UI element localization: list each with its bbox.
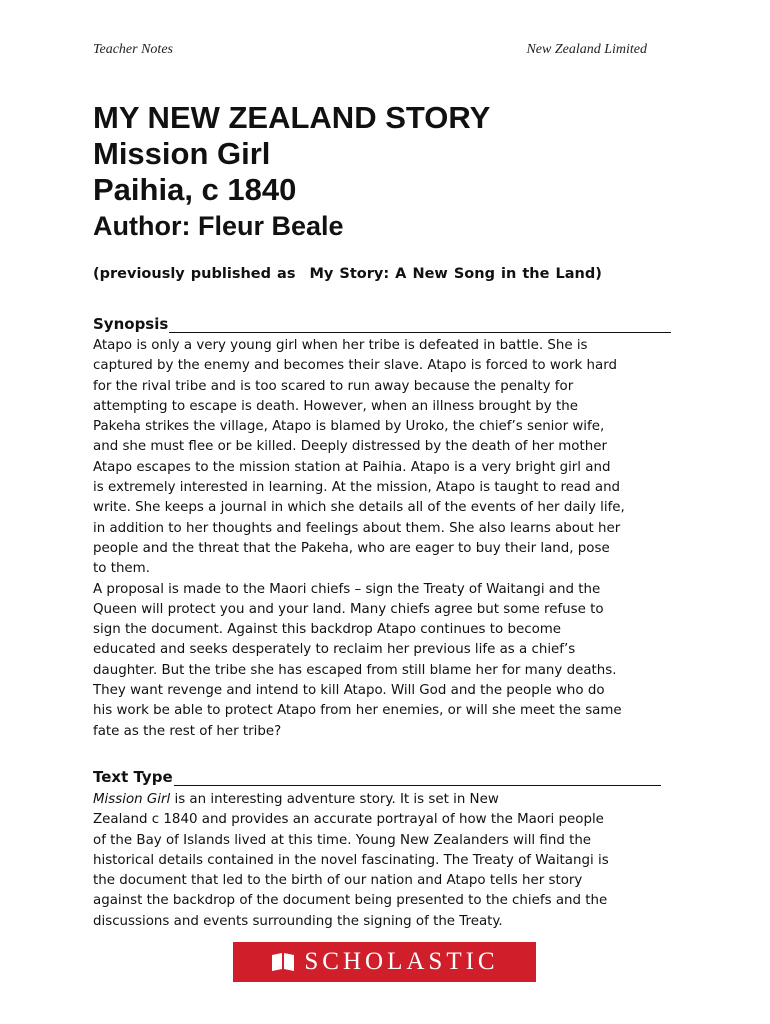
heading-rule <box>174 771 661 786</box>
text-type-line: against the backdrop of the document being presented to the chiefs and the <box>93 893 608 909</box>
book-title-italic: Mission Girl <box>93 792 171 807</box>
synopsis-line: Atapo is only a very young girl when her tribe is defeated in battle. She is <box>93 338 588 353</box>
previously-published-title: My Story: A New Song in the Land) <box>309 266 602 282</box>
text-type-body <box>93 790 693 932</box>
synopsis-line: Pakeha strikes the village, Atapo is blamed by Uroko, the chief’s senior wife, <box>93 419 605 435</box>
synopsis-line: fate as the rest of her tribe? <box>93 723 282 739</box>
synopsis-line: in addition to her thoughts and feelings about them. She also learns about her <box>93 520 621 536</box>
book-title: Mission Girl <box>93 136 271 171</box>
text-type-heading <box>93 768 661 786</box>
text-type-line <box>93 790 693 810</box>
header-left-text: Teacher Notes <box>93 42 173 57</box>
previously-published-prefix: (previously published as <box>93 266 296 282</box>
text-type-line-rest: is an interesting adventure story. It is set in New <box>170 792 499 807</box>
synopsis-heading <box>93 315 671 333</box>
synopsis-line: attempting to escape is death. However, when an illness brought by the <box>93 398 578 414</box>
text-type-line: Zealand c 1840 and provides an accurate portrayal of how the Maori people <box>93 812 604 828</box>
synopsis-line: sign the document. Against this backdrop Atapo continues to become <box>93 622 562 638</box>
open-book-icon <box>270 952 296 972</box>
synopsis-line: Atapo escapes to the mission station at Paihia. Atapo is a very bright girl and <box>93 459 611 475</box>
book-author: Author: Fleur Beale <box>93 211 344 241</box>
synopsis-line: for the rival tribe and is too scared to run away because the penalty for <box>93 378 574 394</box>
synopsis-body <box>93 336 693 742</box>
text-type-line: of the Bay of Islands lived at this time. Young New Zealanders will find the <box>93 832 592 848</box>
book-setting: Paihia, c 1840 <box>93 172 297 207</box>
heading-rule <box>169 318 671 333</box>
scholastic-logo <box>233 942 536 982</box>
synopsis-line: educated and seeks desperately to reclaim her previous life as a chief’s <box>93 642 576 658</box>
synopsis-line: Queen will protect you and your land. Many chiefs agree but some refuse to <box>93 601 604 617</box>
text-type-heading-label: Text Type <box>93 768 173 786</box>
text-type-line: the document that led to the birth of our nation and Atapo tells her story <box>93 873 583 889</box>
header-right-text: New Zealand Limited <box>526 42 647 57</box>
synopsis-line: people and the threat that the Pakeha, who are eager to buy their land, pose <box>93 540 610 556</box>
synopsis-line: and she must flee or be killed. Deeply distressed by the death of her mother <box>93 439 607 455</box>
previously-published-note <box>93 266 602 282</box>
synopsis-line: his work be able to protect Atapo from her enemies, or will she meet the same <box>93 703 622 719</box>
synopsis-line: is extremely interested in learning. At the mission, Atapo is taught to read and <box>93 480 621 496</box>
synopsis-line: to them. <box>93 561 150 577</box>
title-block <box>93 100 490 243</box>
synopsis-line: They want revenge and intend to kill Atapo. Will God and the people who do <box>93 683 605 699</box>
text-type-line: discussions and events surrounding the signing of the Treaty. <box>93 913 503 929</box>
text-type-line: historical details contained in the novel fascinating. The Treaty of Waitangi is <box>93 852 609 868</box>
synopsis-line: daughter. But the tribe she has escaped from still blame her for many deaths. <box>93 662 617 678</box>
synopsis-line: A proposal is made to the Maori chiefs – sign the Treaty of Waitangi and the <box>93 581 601 597</box>
series-title: MY NEW ZEALAND STORY <box>93 100 491 135</box>
logo-text: SCHOLASTIC <box>304 948 499 975</box>
synopsis-line: write. She keeps a journal in which she details all of the events of her daily life, <box>93 500 625 516</box>
synopsis-heading-label: Synopsis <box>93 315 169 333</box>
synopsis-line: captured by the enemy and becomes their slave. Atapo is forced to work hard <box>93 358 617 374</box>
